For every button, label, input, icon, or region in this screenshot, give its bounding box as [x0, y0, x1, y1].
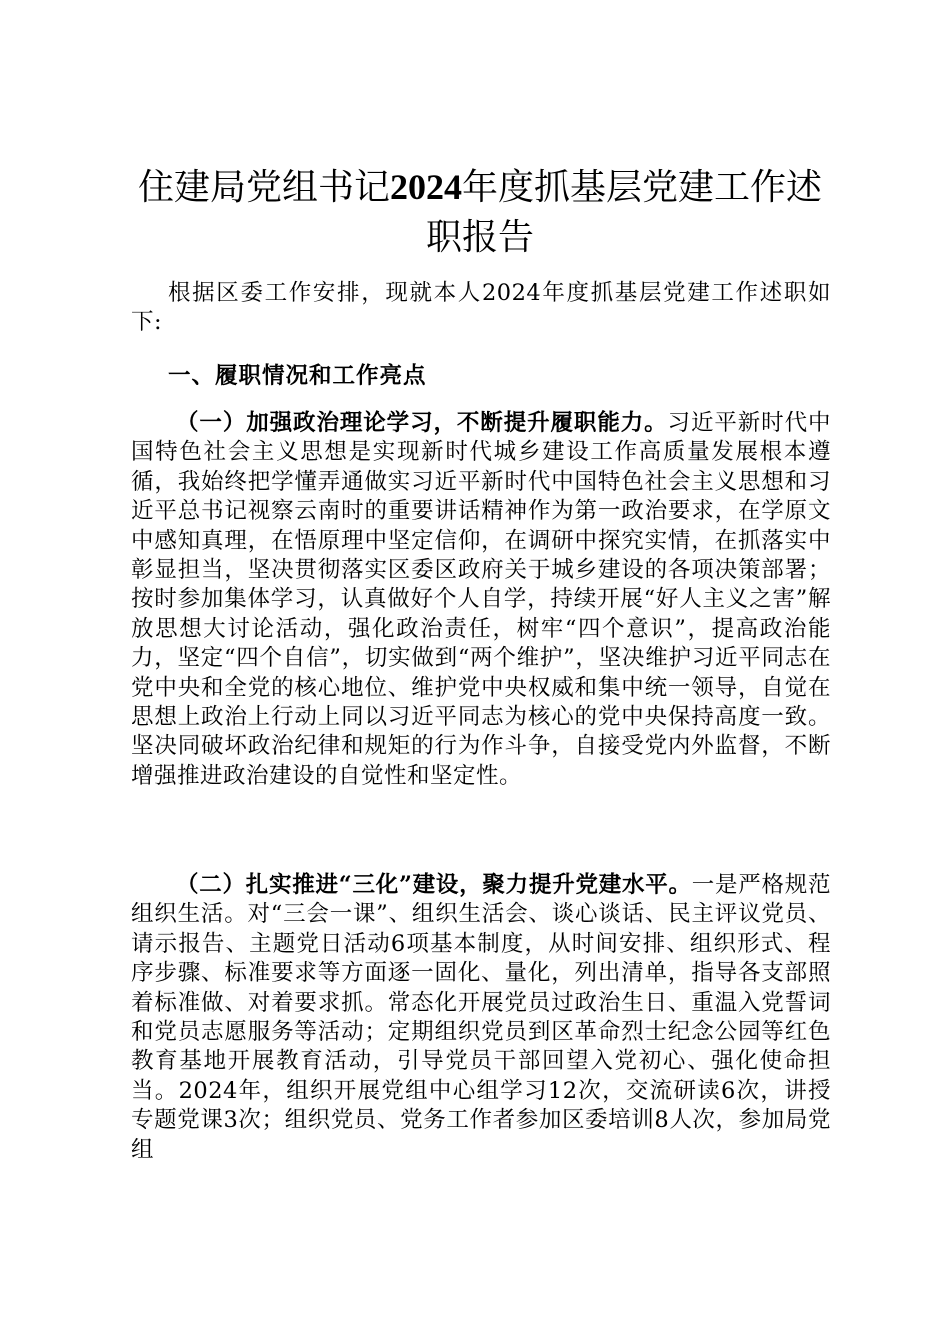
paragraph-1 — [131, 409, 831, 791]
title-part-1: 住建局党组书记 — [137, 167, 390, 208]
paragraph-2 — [131, 871, 831, 1165]
title-part-2: 年度抓基层党建工作述职报告 — [425, 167, 823, 258]
paragraph-2-lead: （二）扎实推进“三化”建设，聚力提升党建水平。 — [176, 872, 692, 898]
intro-paragraph: 根据区委工作安排，现就本人2024年度抓基层党建工作述职如下: — [131, 280, 831, 336]
paragraph-1-text: 习近平新时代中国特色社会主义思想是实现新时代城乡建设工作高质量发展根本遵循，我始终把学懂弄通做实习近平新时代中国特色社会主义思想和习近平总书记视察云南时的重要讲话精神作为第一政治要求，在学原文中感知真理，在悟原理中坚定信仰，在调研中探究实情，在抓落实中彰显担当，坚决贯彻落实区委区政府关于城乡建设的各项决策部署；按时参加集体学习，认真做好个人自学，持续开展“好人主义之害”解放思想大讨论活动，强化政治责任，树牢“四个意识”，提高政治能力，坚定“四个自信”，切实做到“两个维护”，坚决维护习近平同志在党中央和全党的核心地位、维护党中央权威和集中统一领导，自觉在思想上政治上行动上同以习近平同志为核心的党中央保持高度一致。坚决同破坏政治纪律和规矩的行为作斗争，自接受党内外监督，不断增强推进政治建设的自觉性和坚定性。 — [131, 410, 831, 789]
paragraph-1-lead: （一）加强政治理论学习，不断提升履职能力。 — [176, 410, 668, 436]
title-year: 2024 — [390, 167, 462, 207]
document-title — [120, 162, 840, 263]
section-heading: 一、履职情况和工作亮点 — [168, 363, 427, 389]
paragraph-2-text: 一是严格规范组织生活。对“三会一课”、组织生活会、谈心谈话、民主评议党员、请示报告、主题党日活动6项基本制度，从时间安排、组织形式、程序步骤、标准要求等方面逐一固化、量化，列出清单，指导各支部照着标准做、对着要求抓。常态化开展党员过政治生日、重温入党誓词和党员志愿服务等活动；定期组织党员到区革命烈士纪念公园等红色教育基地开展教育活动，引导党员干部回望入党初心、强化使命担当。2024年，组织开展党组中心组学习12次，交流研读6次，讲授专题党课3次；组织党员、党务工作者参加区委培训8人次，参加局党组 — [131, 872, 831, 1163]
